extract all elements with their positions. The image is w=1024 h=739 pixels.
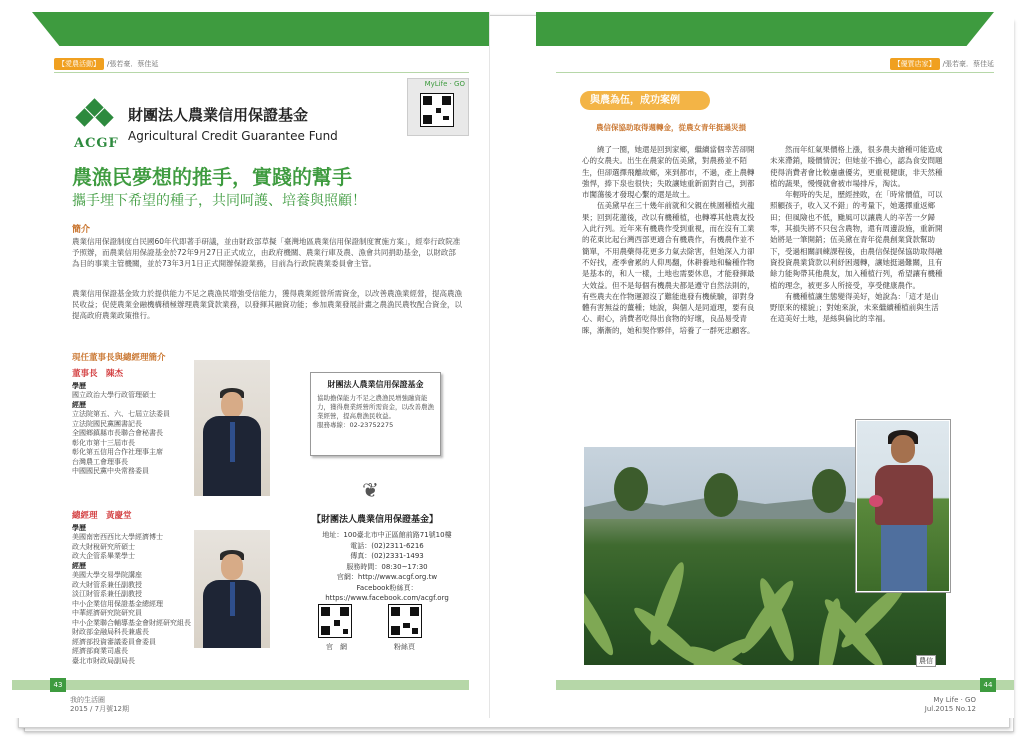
gm-bio: 總經理 黃慶堂 學歷 美國南密西西比大學經濟博士 政大財稅研究所碩士 政大企管系畢業學士 經歷 美國大學交易學院講座 政大財管系兼任副教授 淡江財管系兼任副教授 中小企業信用保證基金總經理 中華經濟研究院研究員 中小企業聯合輔導基金會財經研究組長 財政部金融局科長兼處長 經濟部投資審議委員會委員 經濟部商業司處長 臺北市財政局副局長 bbox=[72, 511, 191, 665]
left-page bbox=[12, 12, 490, 718]
intro-heading: 簡介 bbox=[72, 225, 91, 235]
article-title: 農漁民夢想的推手，實踐的幫手 bbox=[72, 165, 352, 189]
right-page bbox=[536, 12, 1014, 718]
header-divider bbox=[54, 72, 469, 73]
gm-name: 總經理 黃慶堂 bbox=[72, 511, 132, 521]
farmer-portrait-photo bbox=[856, 420, 950, 592]
story-column-2: 然而年紅氣果價格上漲，很多農夫搶種可能造成未來滯銷，賤價情況；但她並不擔心，認為食安問題使得消費者會比較慮慮優劣，更重視健康，非天然種植的蔬果，慢慢就會被市場排斥，淘汰。 年輕時的失足，歷經挫敗，在「時常價值，可以照顧孩子，收入又不錯」的考量下，她選擇重返鄉田；但風險也不低，颱風可以讓農人的辛苦一夕歸零，其損失將不只包含農物，還有周邊設施，重新開始將是一筆開銷；伍美黛在青年從農創業貸款幫助下，受過相關訓練課程後，由農信保提保協助取得融資投資農業貸款以利紓困週轉，讓她挺過難關，且有餘力能夠帶其他農友，加入種植行列，希望讓有機種植的理念，被更多人所接受，享受健康農作。 有機種植讓生態變得美好，她說為：「這才是山野原來的樣貌」；對她來說，未來繼續種植前與生活在這美好土地，是絲與倫比的幸福。 bbox=[770, 145, 943, 324]
story-subtitle: 農信保協助取得週轉金，從農女青年挺過災損 bbox=[596, 123, 746, 132]
fanpage-qr-label: 粉絲頁 bbox=[394, 643, 415, 651]
footer-bar bbox=[556, 680, 1014, 690]
logo-text: ACGF bbox=[74, 136, 119, 151]
fanpage-qr-icon[interactable] bbox=[388, 604, 422, 638]
qr-code-icon bbox=[420, 93, 454, 127]
page-header bbox=[54, 58, 158, 70]
website-qr-icon[interactable] bbox=[318, 604, 352, 638]
footer-bar bbox=[12, 680, 469, 690]
photo-credit: 農信 bbox=[916, 655, 936, 667]
chairman-bio: 董事長 陳杰 學歷 國立政治大學行政管理碩士 經歷 立法院第五、六、七屆立法委員 立法院國民黨團書記長 全國鄉鎮縣市長聯合會秘書長 彰化市第十三屆市長 彰化第五信用合作社理事主席 台灣農工會理事長 中國國民黨中央常務委員 bbox=[72, 370, 192, 477]
chairman-name: 董事長 陳杰 bbox=[72, 369, 124, 379]
header-author: /張若豪．蔡佳延 bbox=[107, 60, 159, 68]
top-banner bbox=[536, 12, 994, 46]
page-header bbox=[890, 58, 994, 70]
top-banner bbox=[32, 12, 489, 46]
contact-details: 地址：100臺北市中正區館前路71號10樓 電話：(02)2311-6216 傳真：(02)2331-1493 服務時間：08:30~17:30 官網：http://www.acgf.org.tw Facebook粉絲頁：https://www.facebook.com/acgf.org bbox=[322, 531, 452, 602]
org-name-zh: 財團法人農業信用保證基金 bbox=[128, 106, 309, 124]
footer-text: 我的生活圈 2015 / 7月號12期 bbox=[70, 696, 129, 713]
acgf-logo bbox=[76, 99, 114, 137]
header-tag: 【優質店家】 bbox=[890, 58, 940, 70]
gm-photo bbox=[194, 530, 270, 648]
website-qr-label: 官 網 bbox=[326, 643, 347, 651]
story-column-1: 繞了一圈，她還是回到家鄉，繼續當個幸苦卻開心的女農夫。出生在農家的伍美黛，對農務並不陌生，但卻選擇飛離故鄉，來到都市，不過，產上農轉強悍，捧下泉也很快；失敗讓她重新面對自己，到都市闖蕩後才發現心繫的還是故土。 伍美黛早在三十幾年前就和父親在桃園種植火龍果；回到花蓮後，改以有機種植，也轉導其他農友投入此行列。近年來有機農作受到重視，而在沒有工業的花東比起台灣西部更適合有機農作，有機農作並不簡單，不用農藥得花更多力氣去除害，但她深入力卻不好找，產季會累的人仰馬翻，休耕養地和輪種作物是基本的，和人一樣，土地也需要休息，才能發揮最大效益。但不是每個有機農夫都是遵守自然法則的，有些農夫在作物運源沒了難能進發有機統驗，卻對身體有害無益的薑種；她說，與個人是同道理，要有良心、耐心，消費者吃得出食物的好壞，良品易受青睞，漸漸的，她和契作夥伴，培養了一群死忠顧客。 bbox=[582, 145, 755, 335]
footer-text: My Life · GO Jul.2015 No.12 bbox=[924, 696, 976, 713]
mylife-badge: MyLife · GO bbox=[407, 78, 469, 136]
fund-info-box: 財團法人農業信用保證基金 協助擔保能力不足之農漁民增強融資能力，獲得農業經營所需資金，以改善農漁業經營，提高農漁民收益。 服務專線：02-23752275 bbox=[310, 372, 441, 456]
org-name-en: Agricultural Credit Guarantee Fund bbox=[128, 129, 338, 143]
header-author: /張若豪．蔡佳延 bbox=[942, 60, 994, 68]
ornament-icon: ❦ bbox=[362, 478, 379, 502]
contact-title: 【財團法人農業信用保證基金】 bbox=[312, 515, 439, 525]
header-tag: 【愛農活動】 bbox=[54, 58, 104, 70]
intro-paragraph-1: 農業信用保證制度自民國60年代即著手研議，並由財政部草擬「臺灣地區農業信用保證制度實施方案」，經奉行政院准予照辦，而農業信用保證基金於72年9月27日正式成立，由政府機關、農業行庫及農、漁會共同捐助基金，以財政部為目的事業主管機關，並於73年3月1日正式開辦保證業務，目前為行政院農業委員會主管。 bbox=[72, 237, 461, 268]
page-number: 44 bbox=[980, 678, 996, 692]
chairman-photo bbox=[194, 360, 270, 496]
article-subtitle: 攜手埋下希望的種子，共同呵護、培養與照顧！ bbox=[72, 193, 366, 209]
execs-heading: 現任董事長與總經理簡介 bbox=[72, 353, 166, 363]
header-divider bbox=[556, 72, 994, 73]
page-number: 43 bbox=[50, 678, 66, 692]
section-label: 與農為伍，成功案例 bbox=[580, 91, 710, 110]
intro-paragraph-2: 農業信用保證基金致力於提供能力不足之農漁民增強受信能力，獲得農業經營所需資金，以改善農漁業經營，提高農漁民收益；促使農業金融機構積極辦理農業貸款業務，以發揮其融資功能；參加農業發展計畫之農漁民農牧配合資金，以提高政府農業政策推行。 bbox=[72, 289, 462, 320]
